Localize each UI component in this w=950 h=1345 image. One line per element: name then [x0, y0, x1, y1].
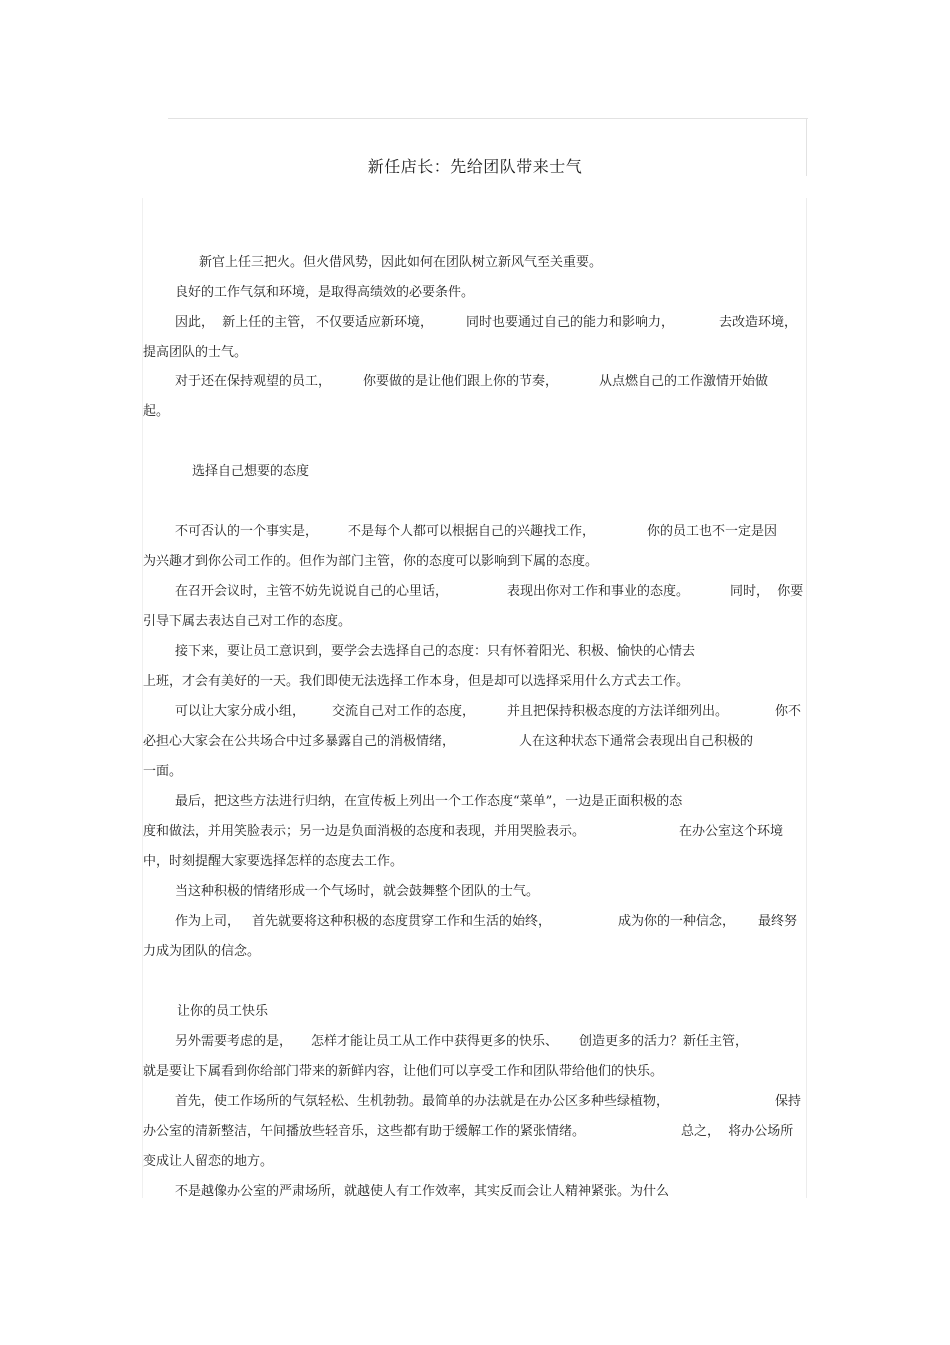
text-segment: 不仅要适应新环境， [316, 315, 434, 330]
text-segment: 在召开会议时，主管不妨先说说自己的心里话， [175, 584, 449, 599]
text-segment: 最后，把这些方法进行归纳，在宣传板上列出一个工作态度“菜单”，一边是正面积极的态 [175, 794, 683, 809]
text-segment: 同时， 你要 [730, 584, 804, 599]
text-segment: 引导下属去表达自己对工作的态度。 [143, 614, 352, 629]
text-segment: 因此， 新上任的主管， [175, 315, 314, 330]
text-segment: 另外需要考虑的是， [175, 1034, 293, 1049]
text-segment: 从点燃自己的工作激情开始做 [599, 374, 769, 389]
text-segment: 良好的工作气氛和环境，是取得高绩效的必要条件。 [175, 285, 475, 300]
text-segment: 交流自己对工作的态度， [332, 704, 476, 719]
text-segment: 去改造环境， [719, 315, 798, 330]
text-segment: 作为上司， [175, 914, 241, 929]
text-segment: 表现出你对工作和事业的态度。 [507, 584, 690, 599]
text-segment: 办公室的清新整洁，午间播放些轻音乐，这些都有助于缓解工作的紧张情绪。 [143, 1124, 586, 1139]
text-segment: 中，时刻提醒大家要选择怎样的态度去工作。 [143, 854, 404, 869]
text-segment: 就是要让下属看到你给部门带来的新鲜内容，让他们可以享受工作和团队带给他们的快乐。 [143, 1064, 664, 1079]
document-title: 新任店长：先给团队带来士气 [367, 157, 583, 176]
text-segment: 可以让大家分成小组， [175, 704, 306, 719]
text-segment: 不是每个人都可以根据自己的兴趣找工作， [348, 524, 596, 539]
text-segment: 你的员工也不一定是因 [647, 524, 778, 539]
text-segment: 首先就要将这种积极的态度贯穿工作和生活的始终， [252, 914, 552, 929]
text-segment: 为兴趣才到你公司工作的。但作为部门主管，你的态度可以影响到下属的态度。 [143, 554, 599, 569]
text-segment: 你不 [775, 704, 802, 719]
text-segment: 成为你的一种信念， [618, 914, 736, 929]
text-segment: 度和做法，并用笑脸表示；另一边是负面消极的态度和表现，并用哭脸表示。 [143, 824, 586, 839]
page-border-top [168, 118, 808, 119]
text-segment: 选择自己想要的态度 [192, 464, 310, 479]
text-segment: 创造更多的活力？新任主管， [579, 1034, 749, 1049]
text-segment: 上班，才会有美好的一天。我们即使无法选择工作本身，但是却可以选择采用什么方式去工作。 [143, 674, 690, 689]
text-segment: 并且把保持积极态度的方法详细列出。 [507, 704, 729, 719]
text-segment: 在办公室这个环境 [679, 824, 784, 839]
text-segment: 必担心大家会在公共场合中过多暴露自己的消极情绪， [143, 734, 456, 749]
text-segment: 提高团队的士气。 [143, 345, 248, 360]
text-segment: 你要做的是让他们跟上你的节奏， [363, 374, 559, 389]
text-segment: 人在这种状态下通常会表现出自己积极的 [519, 734, 754, 749]
text-segment: 不是越像办公室的严肃场所，就越使人有工作效率，其实反而会让人精神紧张。为什么 [175, 1184, 670, 1199]
text-segment: 保持 [775, 1094, 802, 1109]
text-segment: 让你的员工快乐 [177, 1004, 269, 1019]
text-segment: 同时也要通过自己的能力和影响力， [466, 315, 675, 330]
text-segment: 对于还在保持观望的员工， [175, 374, 332, 389]
text-segment: 新官上任三把火。但火借风势，因此如何在团队树立新风气至关重要。 [199, 255, 603, 270]
text-segment: 总之， 将办公场所 [681, 1124, 794, 1139]
text-segment: 当这种积极的情绪形成一个气场时，就会鼓舞整个团队的士气。 [175, 884, 540, 899]
text-segment: 不可否认的一个事实是， [175, 524, 319, 539]
text-segment: 起。 [143, 404, 170, 419]
text-segment: 变成让人留恋的地方。 [143, 1154, 274, 1169]
text-segment: 力成为团队的信念。 [143, 944, 261, 959]
text-segment: 怎样才能让员工从工作中获得更多的快乐、 [311, 1034, 559, 1049]
text-segment: 一面。 [143, 764, 183, 779]
text-segment: 最终努 [758, 914, 798, 929]
text-segment: 首先，使工作场所的气氛轻松、生机勃勃。最简单的办法就是在办公区多种些绿植物， [175, 1094, 670, 1109]
text-segment: 接下来，要让员工意识到，要学会去选择自己的态度：只有怀着阳光、积极、愉快的心情去 [175, 644, 696, 659]
page-border-right [806, 198, 807, 1198]
